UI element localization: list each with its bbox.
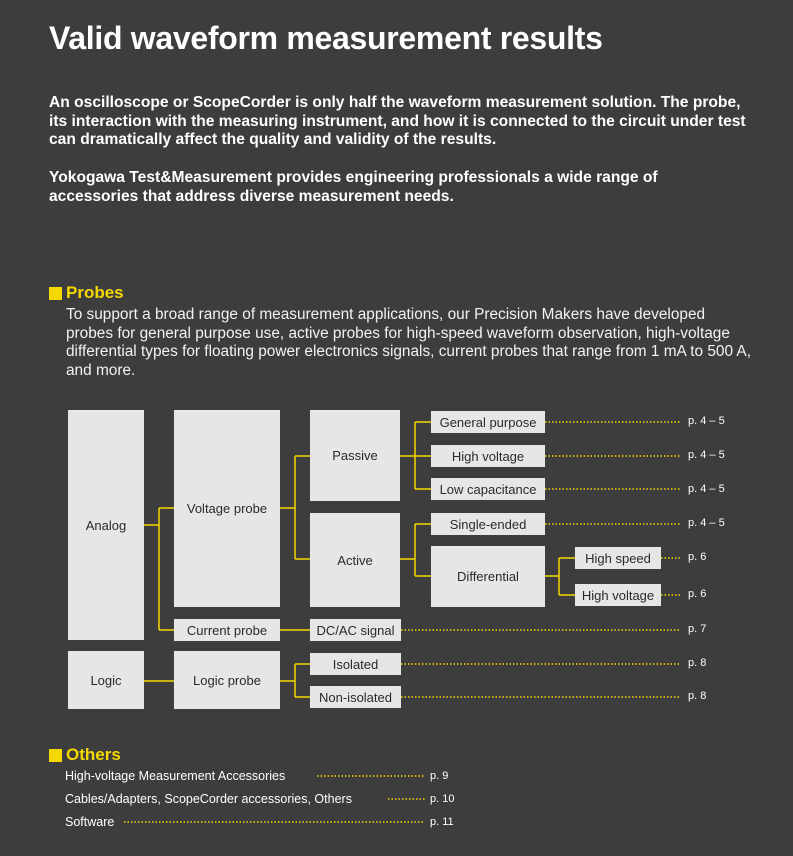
intro-paragraph-1: An oscilloscope or ScopeCorder is only half the waveform measurement solution. The probe, its interaction with the measuring instrument, and how it is connected to the circuit under test can dramatically affect the quality and validity of the results. [49,94,746,148]
section-square-icon [49,749,62,762]
low-capacitance-box: Low capacitance [431,478,545,500]
current-probe-box: Current probe [174,619,280,641]
dc-ac-signal-box: DC/AC signal [310,619,401,641]
page-ref: p. 4 – 5 [688,449,725,461]
page-ref: p. 8 [688,657,707,669]
high-speed-box: High speed [575,547,661,569]
general-purpose-box: General purpose [431,411,545,433]
page-ref: p. 4 – 5 [688,415,725,427]
others-item-label: High-voltage Measurement Accessories [65,769,286,783]
non-isolated-box: Non-isolated [310,686,401,708]
isolated-box: Isolated [310,653,401,675]
logic-probe-box: Logic probe [174,651,280,709]
single-ended-box: Single-ended [431,513,545,535]
analog-box: Analog [68,410,144,640]
probes-description: To support a broad range of measurement applications, our Precision Makers have developed probes for general purpose use, active probes for high-speed waveform observation, high-voltage differential types for floating power electronics signals, current probes that range from 1 mA to 500 A, and more. [66,306,751,379]
high-voltage-box: High voltage [431,445,545,467]
page-ref: p. 6 [688,588,707,600]
page-ref: p. 7 [688,623,707,635]
probes-heading-label: Probes [66,283,124,302]
page-ref: p. 4 – 5 [688,483,725,495]
page-title: Valid waveform measurement results [49,20,603,56]
others-item-page: p. 9 [430,770,449,782]
others-heading-label: Others [66,745,121,764]
others-heading [49,745,121,765]
others-item-page: p. 11 [430,816,454,828]
others-item-label: Cables/Adapters, ScopeCorder accessories, Others [65,792,352,806]
high-voltage-diff-box: High voltage [575,584,661,606]
others-item-page: p. 10 [430,793,455,805]
page-ref: p. 6 [688,551,707,563]
others-item-label: Software [65,815,115,829]
passive-box: Passive [310,410,400,501]
logic-box: Logic [68,651,144,709]
intro-paragraph-2: Yokogawa Test&Measurement provides engineering professionals a wide range of accessories that address diverse measurement needs. [49,169,658,205]
page-ref: p. 4 – 5 [688,517,725,529]
page-ref: p. 8 [688,690,707,702]
active-box: Active [310,513,400,607]
differential-box: Differential [431,546,545,607]
voltage-probe-box: Voltage probe [174,410,280,607]
